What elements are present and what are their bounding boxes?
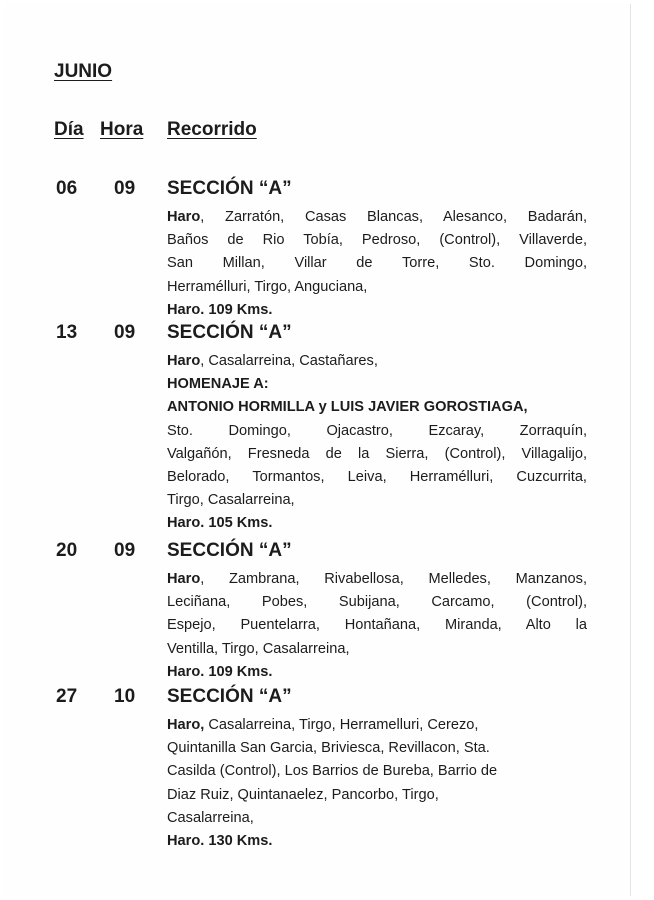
route-line [167, 229, 587, 252]
entry-day: 06 [56, 178, 78, 199]
route-line-text: Herramélluri, Tirgo, Anguciana, [167, 278, 368, 295]
route-line [167, 784, 587, 807]
month-heading: JUNIO [54, 61, 113, 82]
route-line-text: Leciñana, Pobes, Subijana, Carcamo, (Control), [167, 594, 587, 611]
entry-section: SECCIÓN “A” [167, 540, 292, 561]
route-line [167, 591, 587, 614]
route-line-text: , Zambrana, Rivabellosa, Melledes, Manzanos, [200, 571, 587, 587]
tribute-names [167, 396, 587, 419]
route-line [167, 276, 587, 299]
route-line-text: Casalarreina, [167, 809, 254, 826]
route-line [167, 420, 587, 443]
route-line-text: Tirgo, Casalarreina, [167, 492, 295, 509]
route-line-text: Quintanilla San Garcia, Briviesca, Revillacon, Sta. [167, 740, 490, 757]
route-line-text: Diaz Ruiz, Quintanaelez, Pancorbo, Tirgo, [167, 786, 439, 803]
route-line-text: Valgañón, Fresneda de la Sierra, (Control), Villagalijo, [167, 445, 587, 462]
entry-section: SECCIÓN “A” [167, 322, 292, 343]
route-line-text: Belorado, Tormantos, Leiva, Herramélluri, Cuzcurrita, [167, 469, 587, 486]
entry-hour: 09 [114, 322, 136, 343]
route-line-bold: HOMENAJE A: [167, 376, 269, 393]
route-line [167, 466, 587, 489]
entry-day: 27 [56, 686, 78, 707]
route-line [167, 489, 587, 512]
route-description [167, 568, 587, 684]
route-description [167, 714, 587, 853]
column-header-hora: Hora [100, 119, 144, 140]
route-line [167, 638, 587, 661]
entry-hour: 09 [114, 178, 136, 199]
route-line-text: San Millan, Villar de Torre, Sto. Domingo, [167, 255, 587, 272]
column-header-recorrido: Recorrido [167, 119, 257, 140]
route-line-text: Casalarreina, Tirgo, Herramelluri, Cerezo, [204, 717, 479, 733]
entry-section: SECCIÓN “A” [167, 178, 292, 199]
route-description [167, 350, 587, 536]
route-description [167, 206, 587, 322]
route-line-bold: ANTONIO HORMILLA y LUIS JAVIER GOROSTIAGA, [167, 399, 528, 416]
route-line-bold: Haro [167, 209, 201, 225]
route-line-bold: Haro [167, 571, 201, 587]
route-line [167, 714, 587, 737]
route-line-text: Espejo, Puentelarra, Hontañana, Miranda, Alto la [167, 617, 587, 634]
route-line-text: Ventilla, Tirgo, Casalarreina, [167, 640, 350, 657]
route-line-bold: Haro. 105 Kms. [167, 515, 273, 532]
route-line [167, 252, 587, 275]
route-line-text: , Zarratón, Casas Blancas, Alesanco, Badarán, [200, 209, 587, 225]
route-line-bold: Haro. 130 Kms. [167, 833, 273, 850]
route-line [167, 350, 587, 373]
route-line-bold: Haro [167, 353, 201, 369]
route-distance [167, 299, 587, 322]
route-line [167, 614, 587, 637]
route-line [167, 568, 587, 591]
route-distance [167, 512, 587, 535]
entry-hour: 09 [114, 540, 136, 561]
column-header-dia: Día [54, 119, 84, 140]
document-page [4, 4, 631, 896]
route-line-bold: Haro. 109 Kms. [167, 301, 273, 318]
route-line [167, 760, 587, 783]
route-line [167, 807, 587, 830]
entry-section: SECCIÓN “A” [167, 686, 292, 707]
entry-hour: 10 [114, 686, 136, 707]
route-distance [167, 830, 587, 853]
route-line-text: Casilda (Control), Los Barrios de Bureba, Barrio de [167, 763, 498, 780]
route-line [167, 443, 587, 466]
route-line [167, 737, 587, 760]
route-line-text: Sto. Domingo, Ojacastro, Ezcaray, Zorraquín, [167, 422, 587, 439]
route-line-text: , Casalarreina, Castañares, [200, 353, 378, 369]
route-line-bold: Haro. 109 Kms. [167, 663, 273, 680]
route-line-text: Baños de Rio Tobía, Pedroso, (Control), Villaverde, [167, 232, 587, 249]
entry-day: 20 [56, 540, 78, 561]
route-line-bold: Haro, [167, 717, 205, 733]
tribute-heading [167, 373, 587, 396]
entry-day: 13 [56, 322, 78, 343]
route-line [167, 206, 587, 229]
route-distance [167, 661, 587, 684]
